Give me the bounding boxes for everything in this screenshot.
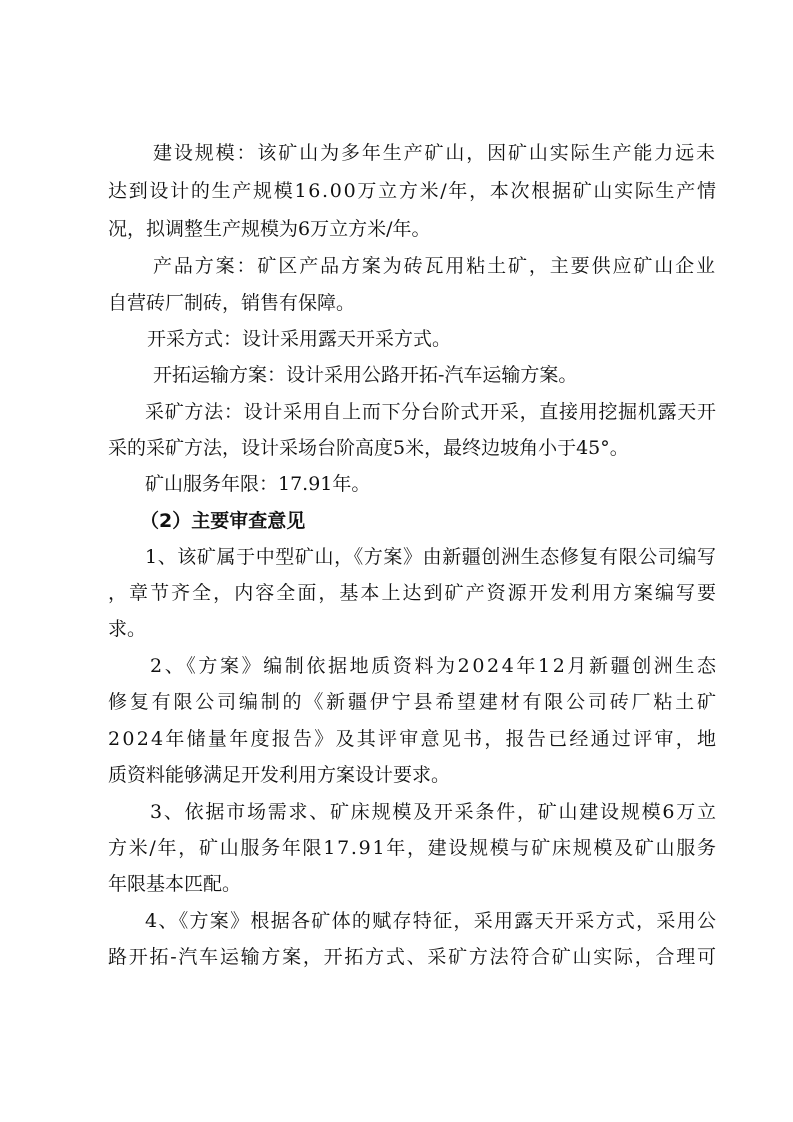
- mining-mode-line: 开采方式：设计采用露天开采方式。: [147, 328, 452, 350]
- opinion-2-line-3: 2024年储量年度报告》及其评审意见书，报告已经通过评审，地: [108, 728, 719, 750]
- opinion-1-line-2: ，章节齐全，内容全面，基本上达到矿产资源开发利用方案编写要: [108, 582, 719, 604]
- product-paragraph-line-1: 产品方案：矿区产品方案为砖瓦用粘土矿，主要供应矿山企业: [153, 255, 717, 277]
- opinion-1-line-1: 1、该矿属于中型矿山，《方案》由新疆创洲生态修复有限公司编写: [145, 546, 717, 568]
- service-life-line: 矿山服务年限：17.91年。: [145, 473, 371, 495]
- opinion-2-line-2: 修复有限公司编制的《新疆伊宁县希望建材有限公司砖厂粘土矿: [108, 691, 719, 713]
- opinion-4-line-2: 路开拓-汽车运输方案，开拓方式、采矿方法符合矿山实际，合理可: [108, 946, 718, 968]
- opinion-2-line-1: 2、《方案》编制依据地质资料为2024年12月新疆创洲生态: [150, 655, 719, 677]
- opinion-1-line-3: 求。: [108, 618, 147, 640]
- scale-paragraph-line-1: 建设规模：该矿山为多年生产矿山，因矿山实际生产能力远未: [153, 142, 717, 164]
- opinion-2-line-4: 质资料能够满足开发利用方案设计要求。: [108, 764, 451, 786]
- section-heading: （2）主要审查意见: [140, 510, 306, 532]
- opinion-3-line-3: 年限基本匹配。: [108, 873, 242, 895]
- scale-paragraph-line-2: 达到设计的生产规模16.00万立方米/年，本次根据矿山实际生产情: [108, 180, 718, 202]
- opinion-4-line-1: 4、《方案》根据各矿体的赋存特征，采用露天开采方式，采用公: [145, 910, 718, 932]
- method-paragraph-line-1: 采矿方法：设计采用自上而下分台阶式开采，直接用挖掘机露天开: [145, 401, 717, 423]
- opinion-3-line-1: 3、依据市场需求、矿床规模及开采条件，矿山建设规模6万立: [150, 801, 718, 823]
- method-paragraph-line-2: 采的采矿方法，设计采场台阶高度5米，最终边坡角小于45°。: [108, 437, 629, 459]
- transport-line: 开拓运输方案：设计采用公路开拓-汽车运输方案。: [153, 364, 578, 386]
- product-paragraph-line-2: 自营砖厂制砖，销售有保障。: [108, 292, 356, 314]
- scale-paragraph-line-3: 况，拟调整生产规模为6万立方米/年。: [108, 218, 431, 240]
- opinion-3-line-2: 方米/年，矿山服务年限17.91年，建设规模与矿床规模及矿山服务: [108, 837, 718, 859]
